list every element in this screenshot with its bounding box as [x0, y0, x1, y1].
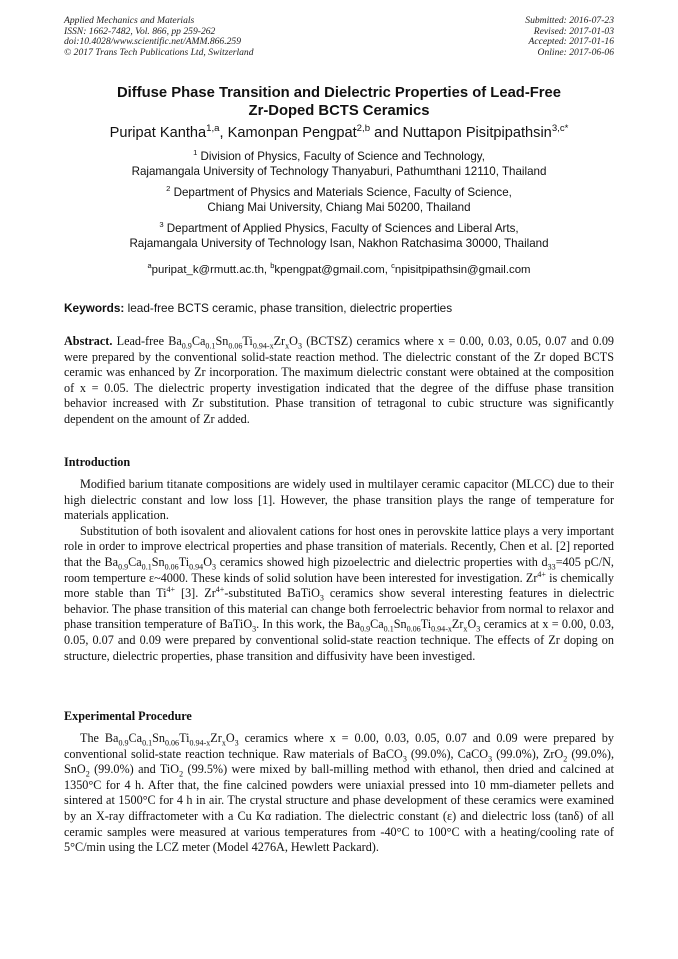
intro-text: Ca [128, 554, 142, 569]
intro-sub: 3 [476, 624, 481, 634]
intro-sub: 33 [547, 562, 556, 572]
keywords-text: lead-free BCTS ceramic, phase transition, dielectric properties [124, 301, 453, 315]
issn-line: ISSN: 1662-7482, Vol. 866, pp 259-262 [64, 25, 216, 37]
intro-sub: 0.94 [189, 562, 204, 572]
exp-text: Sn [152, 731, 165, 745]
intro-text: ceramics show several interesting features in dielectric behavior. The phase transition of this material can change both ferroelectric behavior from normal to relaxor and phase transition temperature of BaTiO [64, 586, 615, 632]
exp-sub: 0.94-x [189, 738, 211, 748]
intro-text: Ti [178, 554, 190, 569]
abstract-text: O [289, 334, 298, 348]
author-1: Puripat Kantha [109, 125, 207, 141]
exp-text: ceramics where x = 0.00, 0.03, 0.05, 0.07 and 0.09 were prepared by conventional solid-state reaction technique. Raw materials of BaCO [64, 731, 614, 761]
intro-text: . In this work, the Ba [256, 617, 361, 632]
abstract-sub: 3 [297, 341, 302, 351]
intro-sub: 0.06 [406, 624, 421, 634]
experimental-paragraph [64, 731, 614, 856]
exp-text: (99.0%), ZrO [492, 746, 564, 761]
abstract-text: Ca [191, 334, 206, 348]
email-a-sup: a [147, 261, 152, 271]
journal-name: Applied Mechanics and Materials [64, 15, 195, 26]
exp-text: (99.0%), SnO [64, 746, 614, 777]
keywords-label: Keywords: [64, 301, 125, 315]
intro-sup: 4+ [537, 569, 546, 579]
exp-sub: 2 [179, 769, 184, 779]
affiliation-1-num: 1 [193, 148, 198, 158]
exp-sub: 3 [488, 754, 493, 764]
online-date: Online: 2017-06-06 [537, 46, 614, 58]
intro-text: ceramics at x = 0.00, 0.03, 0.05, 0.07 and 0.09 were prepared by conventional solid-state reaction technique. The effects of Zr doping on structure, dielectric properties, phase transition and diffusivity have been investiged. [64, 617, 614, 663]
intro-sub: x [463, 624, 468, 634]
intro-text: Sn [151, 554, 165, 569]
intro-text: O [467, 617, 477, 632]
exp-text: (99.0%) and TiO [89, 762, 180, 777]
title-line-1: Diffuse Phase Transition and Dielectric Properties of Lead-Free [116, 85, 562, 101]
affiliation-2-line-1: Department of Physics and Materials Science, Faculty of Science, [170, 186, 512, 199]
introduction-heading: Introduction [64, 455, 131, 469]
intro-sup: 4+ [166, 585, 176, 595]
title-line-2: Zr-Doped BCTS Ceramics [248, 103, 430, 119]
intro-text: Ti [420, 617, 432, 632]
exp-sub: 3 [402, 754, 407, 764]
intro-text: ceramics showed high pizoelectric and dielectric properties with d [216, 554, 548, 569]
intro-text: [3]. Zr [175, 586, 216, 601]
submitted-date: Submitted: 2016-07-23 [525, 15, 614, 26]
intro-text: Sn [393, 617, 407, 632]
affiliation-1-line-1: Division of Physics, Faculty of Science and Technology, [197, 150, 485, 163]
dates-header [525, 16, 614, 58]
exp-text: Ca [128, 731, 143, 745]
abstract-text: Zr [273, 334, 286, 348]
journal-header [64, 16, 254, 58]
exp-sub: 0.06 [165, 738, 180, 748]
email-c-sup: c [391, 261, 395, 271]
exp-text: Zr [210, 731, 222, 745]
affiliation-3 [50, 222, 628, 252]
introduction-section [64, 477, 614, 664]
intro-sub: 0.9 [118, 562, 129, 572]
intro-sub: 3 [319, 593, 324, 603]
author-2: Kamonpan Pengpat [227, 125, 357, 141]
intro-text: Ca [370, 617, 384, 632]
intro-sub: 0.1 [141, 562, 152, 572]
copyright-line: © 2017 Trans Tech Publications Ltd, Switzerland [64, 46, 254, 58]
exp-sub: 2 [563, 754, 568, 764]
exp-sub: 3 [234, 738, 239, 748]
abstract-sub: 0.1 [205, 341, 216, 351]
author-sep-2: and [370, 125, 403, 141]
intro-sub: 0.94-x [431, 624, 452, 634]
author-list [50, 124, 628, 142]
intro-sup: 4+ [215, 585, 225, 595]
intro-paragraph-2 [64, 524, 614, 664]
affiliation-1 [50, 150, 628, 180]
intro-text: Substitution of both isovalent and aliovalent cations for host ones in perovskite lattice plays a very important role in order to improve electrical properties and phase transition of materials. Recently, Chen et al. [2] reported that the Ba [64, 523, 614, 569]
paper-title [60, 84, 618, 120]
exp-text: The Ba [80, 731, 119, 745]
exp-sub: 0.1 [142, 738, 153, 748]
exp-text: (99.5%) were mixed by ball-milling method with ethanol, then dried and calcined at 1350°C for 4 h. After that, the fine calcined powders were uniaxial pressed into 10 mm-diameter pellets and sintered at 1500°C for 4 h in air. The crystal structure and phase development of these ceramics were examined by an X-ray diffractometer with a Cu Kα radiation. The dielectric constant (ε) and dielectric loss (tanδ) of all ceramic samples were measured at various temperatures from -40°C to 100°C with a heating/cooling rate of 5°C/min using the LCZ meter (Model 4276A, Hewlett Packard). [64, 762, 614, 855]
author-3: Nuttapon Pisitpipathsin [402, 125, 552, 141]
exp-text: O [225, 731, 235, 745]
author-2-sup: 2,b [356, 123, 371, 135]
affiliation-1-line-2: Rajamangala University of Technology Thanyaburi, Pathumthani 12110, Thailand [131, 164, 547, 178]
experimental-section [64, 731, 614, 856]
intro-sub: 3 [252, 624, 257, 634]
affiliation-2 [50, 186, 628, 216]
exp-text: Ti [179, 731, 190, 745]
abstract [64, 334, 614, 428]
email-b-sup: b [270, 261, 275, 271]
intro-text: is chemically more stable than Ti [64, 570, 614, 601]
exp-text: (99.0%), CaCO [406, 746, 489, 761]
author-3-sup: 3,c* [551, 123, 569, 135]
abstract-sub: 0.94-x [252, 341, 274, 351]
experimental-heading: Experimental Procedure [64, 709, 192, 723]
affiliation-3-line-1: Department of Applied Physics, Faculty of Sciences and Liberal Arts, [163, 222, 519, 235]
exp-sub: x [221, 738, 226, 748]
abstract-sub: 0.9 [181, 341, 192, 351]
affiliation-2-num: 2 [166, 184, 171, 194]
abstract-text: Ti [242, 334, 253, 348]
email-b[interactable]: kpengpat@gmail.com, [274, 264, 392, 276]
intro-sub: 0.06 [164, 562, 179, 572]
intro-sub: 0.1 [383, 624, 394, 634]
accepted-date: Accepted: 2017-01-16 [528, 36, 614, 48]
abstract-sub: x [285, 341, 290, 351]
email-c[interactable]: npisitpipathsin@gmail.com [394, 264, 531, 276]
intro-sub: 3 [212, 562, 217, 572]
exp-sub: 0.9 [118, 738, 129, 748]
doi-line: doi:10.4028/www.scientific.net/AMM.866.259 [64, 36, 242, 48]
abstract-text: Sn [215, 334, 229, 348]
intro-paragraph-1: Modified barium titanate compositions are widely used in multilayer ceramic capacitor (MLCC) due to their high dielectric constant and low loss [1]. However, the phase transition plays the range of temperature for materials application. [64, 477, 614, 523]
affiliation-3-num: 3 [159, 220, 164, 230]
author-sep-1: , [219, 125, 228, 141]
intro-text: =405 pC/N, room temperture ε~4000. These kinds of solid solution have been interested for investigation. Zr [64, 554, 614, 585]
intro-text: -substituted BaTiO [224, 586, 320, 601]
abstract-text-rest: (BCTSZ) ceramics where x = 0.00, 0.03, 0.05, 0.07 and 0.09 were prepared by the conventional solid-state reaction method. The dielectric constant of the Zr doped BCTS ceramic was enhanced by Zr incorporation. The maximum dielectric constant were obtained at the composition of x = 0.05. The dielectric property investigation indicated that the degree of the diffuse phase transition behavior increased with Zr substitution. Phase transition of tetragonal to cubic structure was significantly dependent on the amount of Zr added. [64, 334, 615, 426]
keywords-line [64, 301, 616, 315]
abstract-label: Abstract. [64, 334, 113, 348]
intro-text: O [203, 554, 213, 569]
email-a[interactable]: puripat_k@rmutt.ac.th, [151, 264, 271, 276]
exp-sub: 2 [85, 769, 90, 779]
email-list [50, 263, 628, 277]
intro-text: Zr [451, 617, 464, 632]
author-1-sup: 1,a [206, 123, 220, 135]
intro-sub: 0.9 [360, 624, 371, 634]
affiliation-3-line-2: Rajamangala University of Technology Isan, Nakhon Ratchasima 30000, Thailand [129, 236, 549, 250]
affiliation-2-line-2: Chiang Mai University, Chiang Mai 50200, Thailand [207, 200, 471, 214]
abstract-sub: 0.06 [228, 341, 243, 351]
revised-date: Revised: 2017-01-03 [533, 25, 614, 37]
abstract-text-1: Lead-free Ba [112, 334, 182, 348]
